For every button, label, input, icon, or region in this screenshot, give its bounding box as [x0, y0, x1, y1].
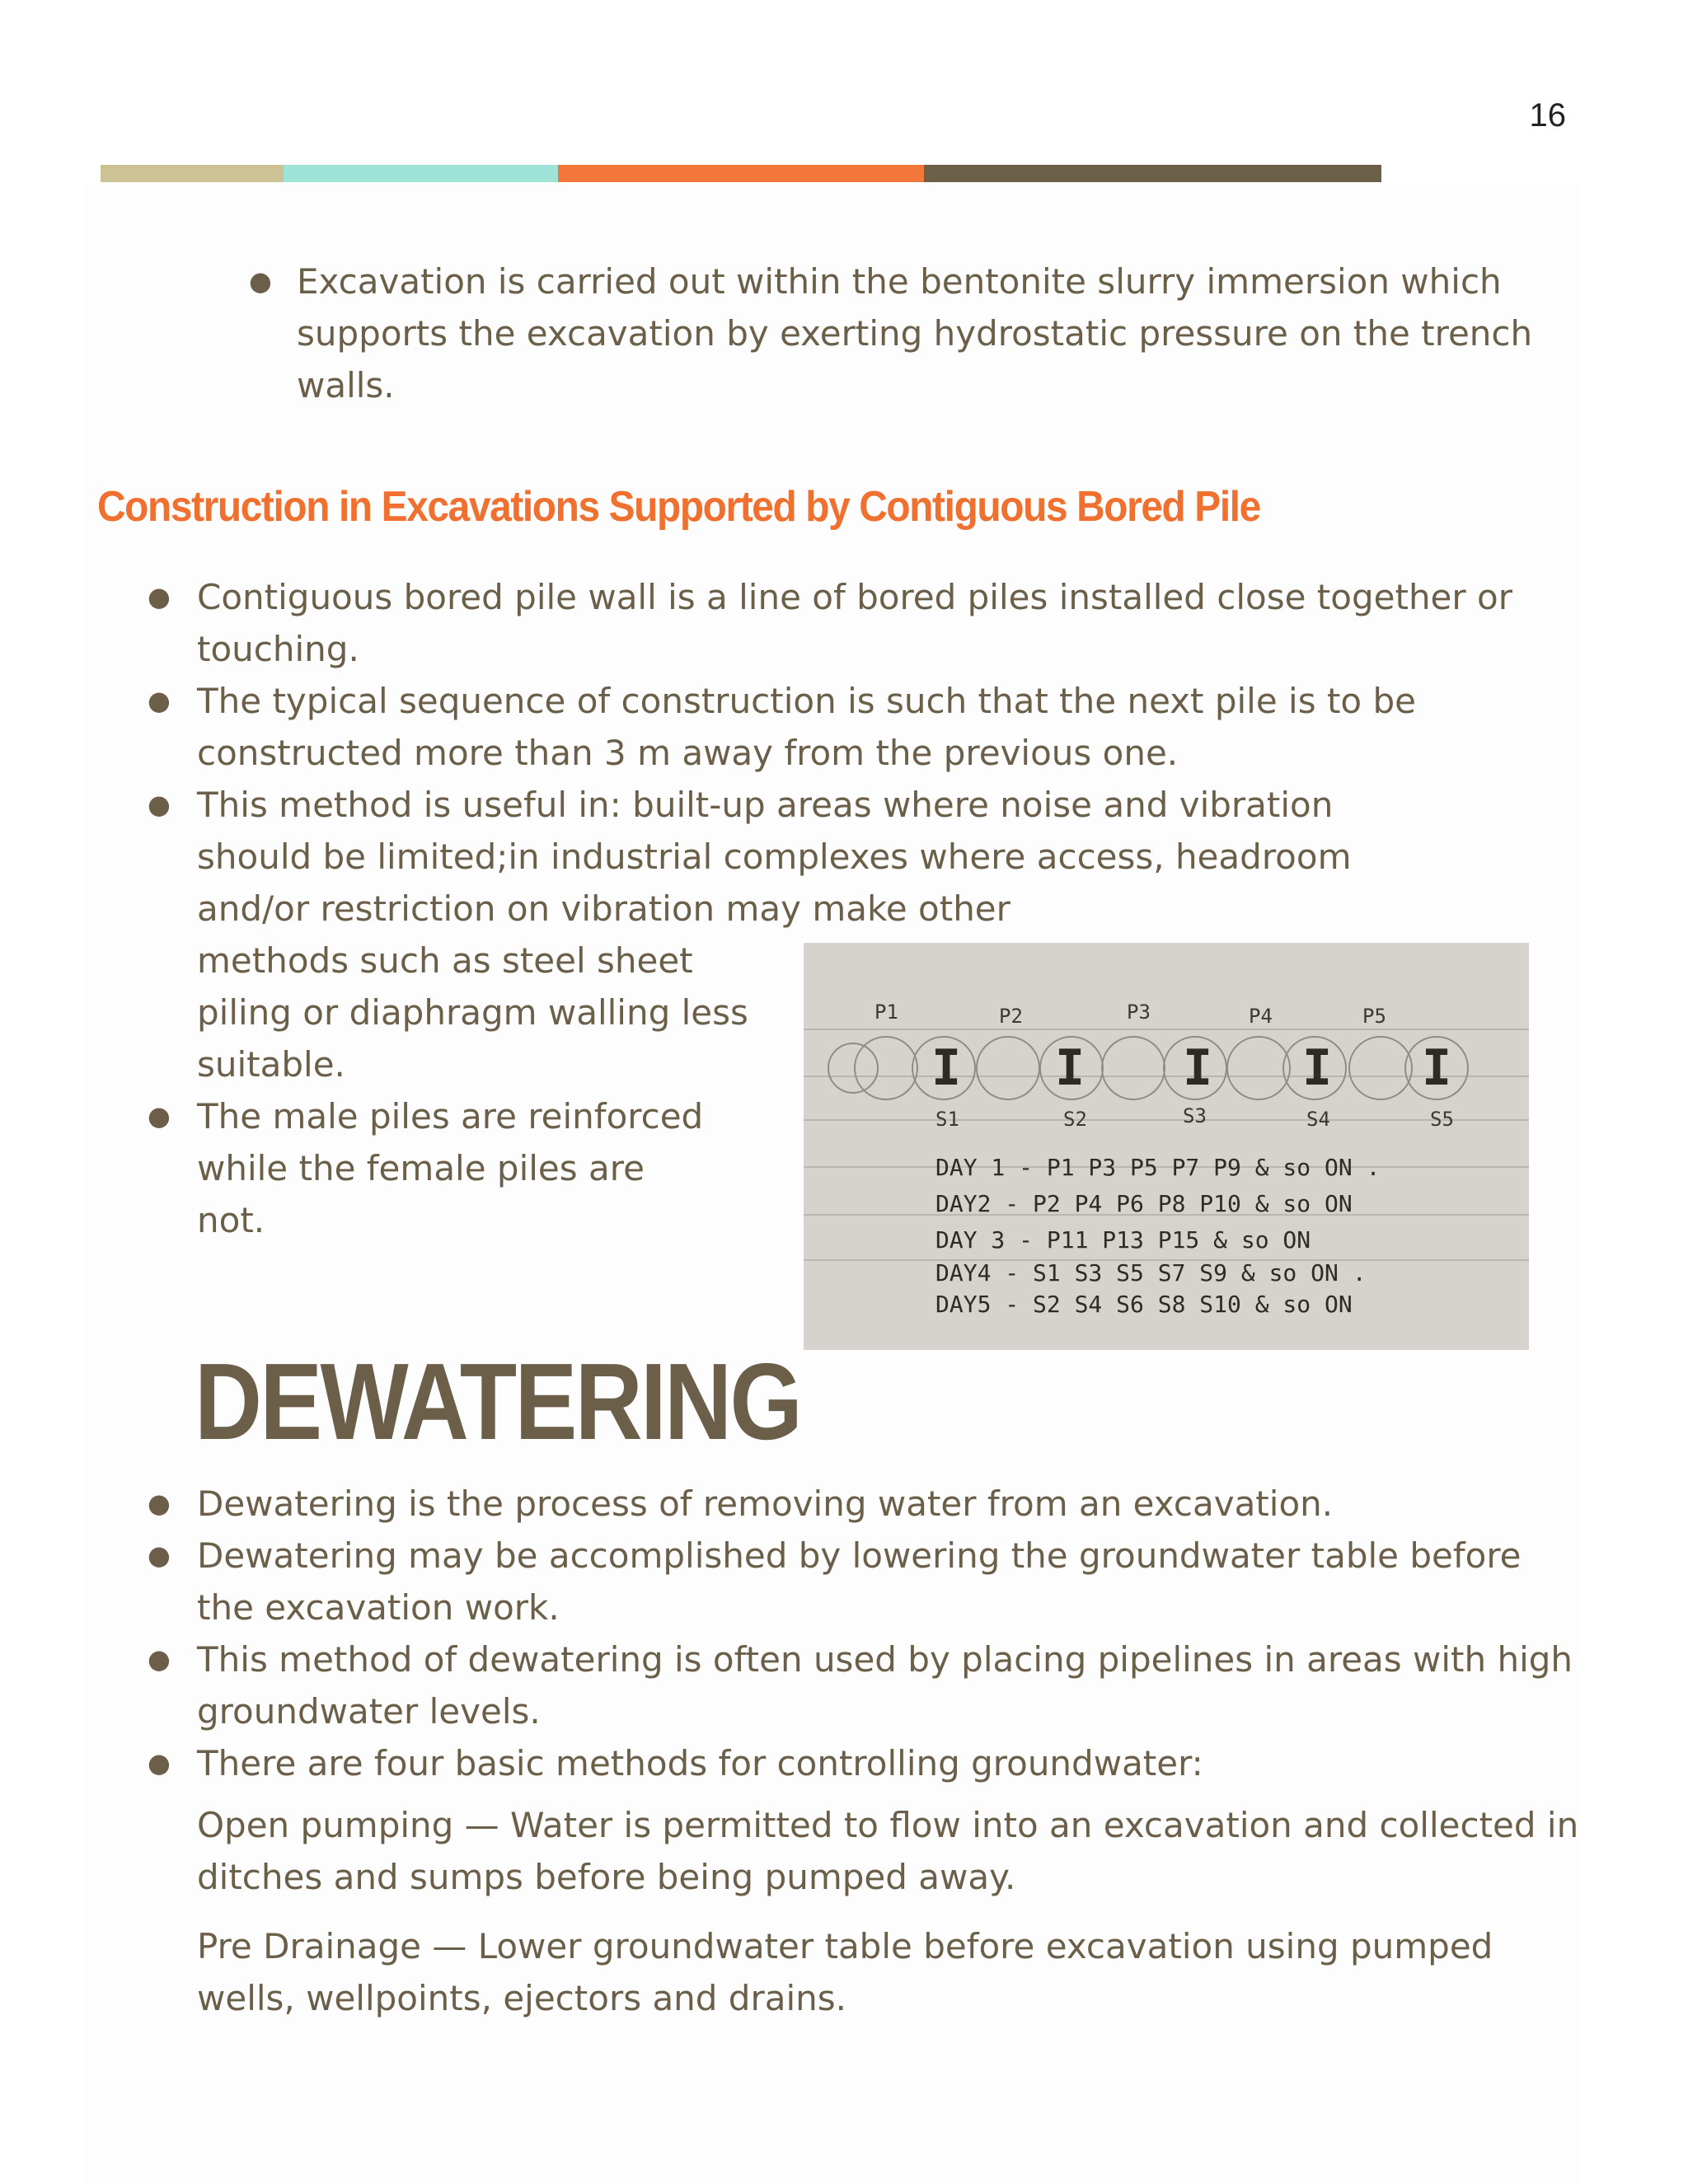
bottom-label: S3 [1183, 1104, 1207, 1127]
decorative-color-bar [101, 165, 1381, 182]
color-bar-segment-1 [101, 165, 284, 182]
list-item: ● Dewatering is the process of removing water from an excavation. [197, 1478, 1582, 1530]
day-line: DAY5 - S2 S4 S6 S8 S10 & so ON [935, 1291, 1353, 1318]
bullet-dot-icon: ● [249, 265, 272, 297]
list-item: ● The typical sequence of construction is such that the next pile is to be constructed more than 3 m away from the previous one. [197, 675, 1582, 779]
day-line: DAY 3 - P11 P13 P15 & so ON [935, 1226, 1311, 1254]
top-label: P3 [1127, 1001, 1151, 1024]
color-bar-segment-2 [284, 165, 558, 182]
bullet-dot-icon: ● [148, 1643, 171, 1675]
section-heading-dewatering: DEWATERING [195, 1341, 801, 1462]
list-item: ● Contiguous bored pile wall is a line of bored piles installed close together or touching. [197, 571, 1582, 675]
bullet-dot-icon: ● [148, 1747, 171, 1779]
list-item: ● Excavation is carried out within the bentonite slurry immersion which supports the excavation by exerting hydrostatic pressure on the trench walls. [297, 255, 1582, 411]
list-item: ● There are four basic methods for controlling groundwater: [197, 1737, 1582, 1789]
bottom-label: S1 [935, 1108, 959, 1131]
paragraph-open-pumping: Open pumping — Water is permitted to flow into an excavation and collected in ditches and sumps before being pumped away. [197, 1805, 1579, 1897]
bottom-label: S2 [1063, 1108, 1087, 1131]
male-pile-glyph: I [1055, 1039, 1085, 1097]
list-item: ● This method of dewatering is often used by placing pipelines in areas with high groundwater levels. [197, 1633, 1582, 1737]
paragraph-pre-drainage: Pre Drainage — Lower groundwater table before excavation using pumped wells, wellpoints, ejectors and drains. [197, 1926, 1493, 2018]
bottom-label: S5 [1430, 1108, 1454, 1131]
page-number: 16 [1529, 97, 1566, 134]
bullet-dot-icon: ● [148, 1488, 171, 1519]
dewatering-bullet-list [148, 1478, 1582, 1789]
male-pile-glyph: I [1183, 1039, 1213, 1097]
color-bar-segment-4 [924, 165, 1381, 182]
pile-sequence-sketch-svg [804, 943, 1529, 1350]
list-item: ● The male piles are reinforced while the female piles are not. [197, 1090, 1582, 1246]
list-item: ● Dewatering may be accomplished by lowering the groundwater table before the excavation work. [197, 1530, 1582, 1633]
day-line: DAY2 - P2 P4 P6 P8 P10 & so ON [935, 1190, 1353, 1217]
bottom-label: S4 [1306, 1108, 1330, 1131]
day-line: DAY 1 - P1 P3 P5 P7 P9 & so ON . [935, 1154, 1381, 1181]
color-bar-segment-3 [558, 165, 924, 182]
pile-sequence-sketch [804, 943, 1529, 1350]
list-item: ● This method is useful in: built-up areas where noise and vibration should be limited;in industrial complexes where access, headroom and/or restriction on vibration may make other methods such as steel sheet piling or diaphragm walling less suitable. [197, 779, 1582, 1090]
bullet-dot-icon: ● [148, 1540, 171, 1571]
day-line: DAY4 - S1 S3 S5 S7 S9 & so ON . [935, 1259, 1367, 1286]
top-label: P5 [1362, 1005, 1386, 1028]
section-heading-contiguous-bored-pile: Construction in Excavations Supported by Contiguous Bored Pile [97, 483, 1260, 531]
groundwater-methods-paragraphs [197, 1799, 1582, 2041]
bullet-dot-icon: ● [148, 789, 171, 820]
male-pile-glyph: I [1302, 1039, 1333, 1097]
top-label: P2 [999, 1005, 1023, 1028]
bullet-dot-icon: ● [148, 685, 171, 716]
top-label: P1 [874, 1001, 898, 1024]
bentonite-bullet-list [249, 255, 1582, 411]
male-pile-glyph: I [931, 1039, 962, 1097]
bullet-dot-icon: ● [148, 1100, 171, 1132]
male-pile-glyph: I [1422, 1039, 1452, 1097]
top-label: P4 [1249, 1005, 1273, 1028]
bullet-dot-icon: ● [148, 581, 171, 612]
